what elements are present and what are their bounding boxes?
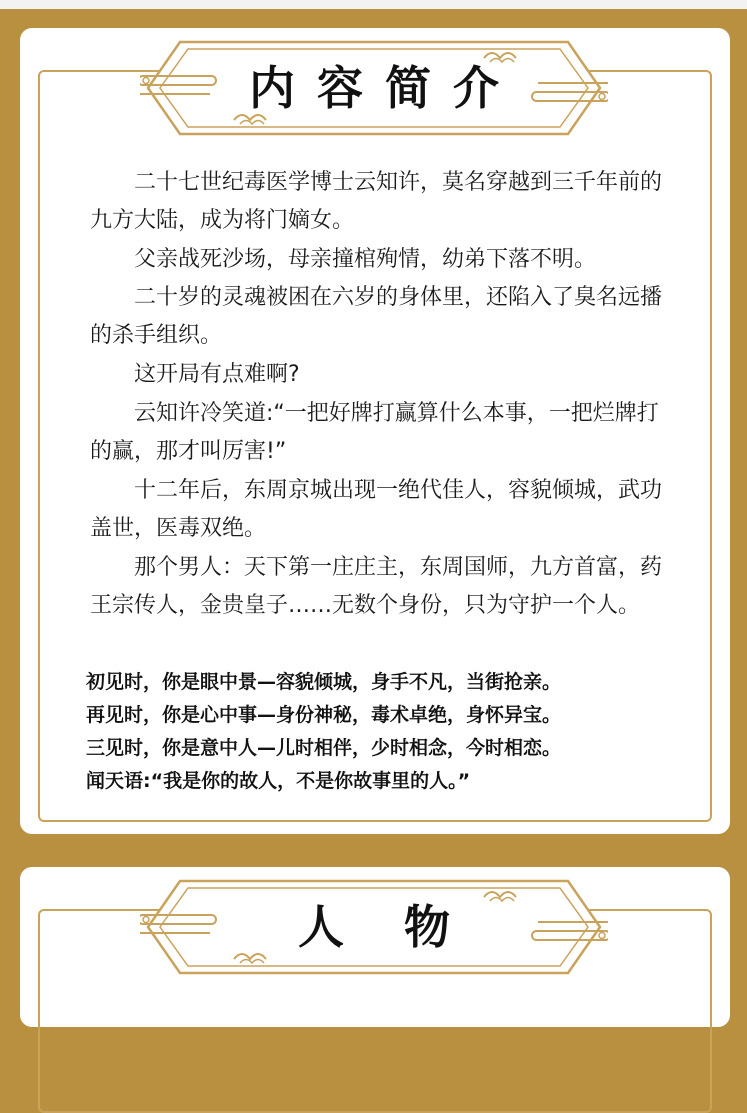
intro-paragraph: 二十岁的灵魂被困在六岁的身体里，还陷入了臭名远播的杀手组织。 <box>90 285 663 348</box>
characters-card <box>20 867 730 1027</box>
intro-paragraph: 父亲战死沙场，母亲撞棺殉情，幼弟下落不明。 <box>134 247 597 272</box>
intro-paragraphs <box>90 164 680 625</box>
bold-line: 闻天语:“我是你的故人，不是你故事里的人。” <box>86 770 471 792</box>
bold-line: 三见时，你是意中人—儿时相伴，少时相念，今时相恋。 <box>86 737 562 759</box>
intro-paragraph: 那个男人：天下第一庄庄主，东周国师，九方首富，药王宗传人，金贵皇子……无数个身份，只为守护一个人。 <box>90 555 663 618</box>
bold-line: 初见时，你是眼中景—容貌倾城，身手不凡，当街抢亲。 <box>86 671 562 693</box>
intro-card <box>20 28 730 834</box>
intro-paragraph: 云知许冷笑道:“一把好牌打赢算什么本事，一把烂牌打的赢，那才叫厉害!” <box>90 401 659 464</box>
top-strip <box>0 0 747 9</box>
intro-title-banner <box>140 36 608 140</box>
bold-line: 再见时，你是心中事—身份神秘，毒术卓绝，身怀异宝。 <box>86 704 562 726</box>
intro-title: 内容简介 <box>249 61 521 115</box>
intro-bold-lines <box>86 666 706 798</box>
characters-title: 人物 <box>298 900 510 954</box>
intro-paragraph: 这开局有点难啊? <box>134 362 300 387</box>
characters-title-banner <box>140 875 608 979</box>
intro-paragraph: 二十七世纪毒医学博士云知许，莫名穿越到三千年前的九方大陆，成为将门嫡女。 <box>90 170 663 233</box>
intro-paragraph: 十二年后，东周京城出现一绝代佳人，容貌倾城，武功盖世，医毒双绝。 <box>90 478 663 541</box>
